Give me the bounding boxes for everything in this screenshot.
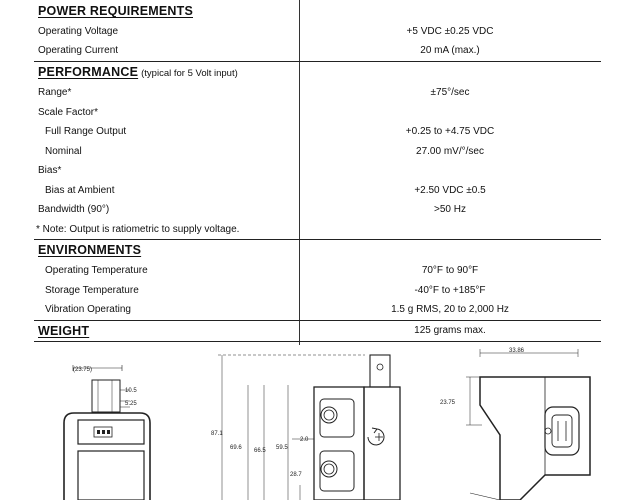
section-divider bbox=[34, 341, 601, 342]
spec-value: 125 grams max. bbox=[414, 325, 486, 336]
spec-row-scale-factor bbox=[0, 103, 638, 122]
spec-value: ±75°/sec bbox=[430, 87, 470, 98]
spec-label: Range* bbox=[38, 87, 72, 98]
spec-row-operating-temperature bbox=[0, 261, 638, 280]
performance-heading bbox=[38, 64, 238, 82]
spec-value: +5 VDC ±0.25 VDC bbox=[406, 26, 494, 37]
spec-label: Operating Current bbox=[38, 45, 119, 56]
spec-row-weight bbox=[0, 321, 638, 340]
spec-row-vibration-operating bbox=[0, 300, 638, 319]
spec-row-operating-voltage bbox=[0, 22, 638, 41]
spec-row-range bbox=[0, 83, 638, 102]
spec-row-bandwidth bbox=[0, 200, 638, 219]
section-divider bbox=[34, 61, 601, 62]
spec-label: Bandwidth (90°) bbox=[38, 204, 110, 215]
spec-value: 70°F to 90°F bbox=[421, 265, 479, 276]
spec-value: +2.50 VDC ±0.5 bbox=[414, 185, 486, 196]
note-text: * Note: Output is ratiometric to supply voltage. bbox=[36, 224, 240, 235]
spec-label: Full Range Output bbox=[45, 126, 127, 137]
performance-title: PERFORMANCE bbox=[38, 65, 139, 79]
spec-value: 20 mA (max.) bbox=[420, 45, 480, 56]
section-divider bbox=[34, 239, 601, 240]
dim-label: 59.5 bbox=[276, 445, 288, 451]
spec-value: >50 Hz bbox=[434, 204, 466, 215]
top-view-drawing bbox=[440, 348, 590, 500]
dim-label: 10.5 bbox=[125, 388, 137, 394]
spec-value: -40°F to +185°F bbox=[414, 285, 486, 296]
front-view-drawing bbox=[64, 365, 150, 500]
spec-label: Bias at Ambient bbox=[45, 185, 115, 196]
spec-row-nominal bbox=[0, 142, 638, 161]
power-requirements-heading: POWER REQUIREMENTS bbox=[38, 4, 193, 18]
spec-row-bias-at-ambient bbox=[0, 181, 638, 200]
dim-label: 28.7 bbox=[290, 472, 302, 478]
spec-label: Operating Temperature bbox=[45, 265, 148, 276]
spec-label: Scale Factor* bbox=[38, 107, 99, 118]
dim-label: 69.6 bbox=[230, 445, 242, 451]
dim-label: (23.75) bbox=[73, 367, 93, 373]
performance-subtitle: (typical for 5 Volt input) bbox=[141, 68, 238, 79]
spec-row-full-range-output bbox=[0, 122, 638, 141]
ratiometric-note bbox=[0, 220, 638, 239]
dim-label: 33.86 bbox=[509, 348, 525, 354]
spec-label: Vibration Operating bbox=[45, 304, 131, 315]
weight-heading: WEIGHT bbox=[38, 324, 90, 338]
spec-row-bias bbox=[0, 161, 638, 180]
spec-value: 1.5 g RMS, 20 to 2,000 Hz bbox=[391, 304, 509, 315]
dim-label: 23.75 bbox=[440, 400, 456, 406]
dim-label: 87.1 bbox=[211, 431, 223, 437]
environments-heading: ENVIRONMENTS bbox=[38, 243, 142, 257]
dim-label: 2.0 bbox=[300, 437, 309, 443]
spec-row-operating-current bbox=[0, 41, 638, 60]
spec-label: Storage Temperature bbox=[45, 285, 139, 296]
dim-label: 5.25 bbox=[125, 401, 137, 407]
mechanical-drawings bbox=[0, 345, 638, 500]
spec-label: Operating Voltage bbox=[38, 26, 119, 37]
spec-value: 27.00 mV/°/sec bbox=[416, 146, 484, 157]
dim-label: 66.5 bbox=[254, 448, 266, 454]
spec-value: +0.25 to +4.75 VDC bbox=[405, 126, 495, 137]
spec-label: Nominal bbox=[45, 146, 82, 157]
spec-label: Bias* bbox=[38, 165, 62, 176]
spec-row-storage-temperature bbox=[0, 281, 638, 300]
side-view-drawing bbox=[211, 355, 400, 500]
